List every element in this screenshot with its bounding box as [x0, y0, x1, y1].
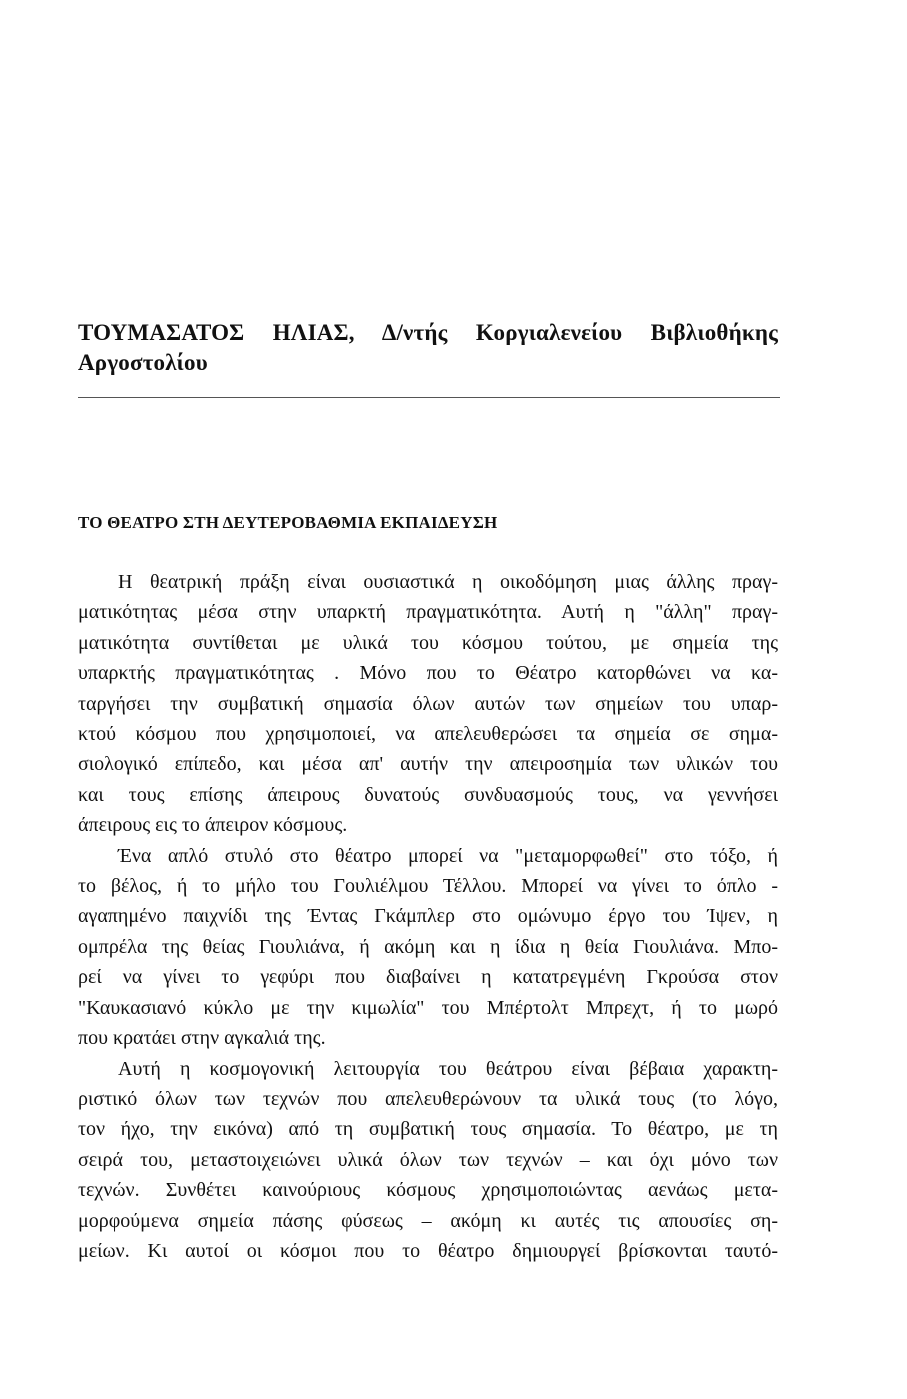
text-line: Ένα απλό στυλό στο θέατρο μπορεί να "μεταμορφωθεί" στο τόξο, ή: [118, 844, 778, 867]
text-line: ματικότητα συντίθεται με υλικά του κόσμου τούτου, με σημεία της: [78, 631, 778, 654]
document-page: [78, 0, 778, 1399]
text-line: ταργήσει την συμβατική σημασία όλων αυτών των σημείων του υπαρ-: [78, 692, 778, 715]
author-line-1: ΤΟΥΜΑΣΑΤΟΣ ΗΛΙΑΣ, Δ/ντής Κοργιαλενείου Βιβλιοθήκης: [78, 320, 778, 345]
text-line: σιολογικό επίπεδο, και μέσα απ' αυτήν την απειροσημία των υλικών του: [78, 753, 778, 776]
text-line: ριστικό όλων των τεχνών που απελευθερώνουν τα υλικά τους (το λόγο,: [78, 1087, 778, 1110]
text-line: που κρατάει στην αγκαλιά της.: [78, 1027, 326, 1050]
paragraph-3: [78, 1054, 778, 1267]
text-line: άπειρους εις το άπειρον κόσμους.: [78, 814, 348, 837]
text-line: "Καυκασιανό κύκλο με την κιμωλία" του Μπέρτολτ Μπρεχτ, ή το μωρό: [78, 996, 778, 1019]
text-line: και τους επίσης άπειρους δυνατούς συνδυασμούς τους, να γεννήσει: [78, 783, 778, 806]
text-line: Η θεατρική πράξη είναι ουσιαστικά η οικοδόμηση μιας άλλης πραγ-: [118, 571, 778, 593]
author-line-2: Αργοστολίου: [78, 350, 208, 375]
text-line: υπαρκτής πραγματικότητας . Μόνο που το Θέατρο κατορθώνει να κα-: [78, 662, 778, 685]
text-line: μείων. Κι αυτοί οι κόσμοι που το θέατρο δημιουργεί βρίσκονται ταυτό-: [78, 1239, 778, 1262]
text-line: σειρά του, μεταστοιχειώνει υλικά όλων των τεχνών – και όχι μόνο των: [78, 1148, 778, 1171]
text-line: τεχνών. Συνθέτει καινούριους κόσμους χρησιμοποιώντας αενάως μετα-: [78, 1179, 778, 1202]
author-heading: [78, 318, 778, 378]
text-line: κτού κόσμου που χρησιμοποιεί, να απελευθερώσει τα σημεία σε σημα-: [78, 723, 778, 746]
section-title: ΤΟ ΘΕΑΤΡΟ ΣΤΗ ΔΕΥΤΕΡΟΒΑΘΜΙΑ ΕΚΠΑΙΔΕΥΣΗ: [78, 513, 498, 532]
text-line: ματικότητας μέσα στην υπαρκτή πραγματικότητα. Αυτή η "άλλη" πραγ-: [78, 601, 778, 624]
text-line: τον ήχο, την εικόνα) από τη συμβατική τους σημασία. Το θέατρο, με τη: [78, 1118, 778, 1141]
text-line: ομπρέλα της θείας Γιουλιάνα, ή ακόμη και η ίδια η θεία Γιουλιάνα. Μπο-: [78, 935, 778, 958]
paragraph-2: [78, 841, 778, 1054]
body-text: [78, 567, 778, 1266]
text-line: ρεί να γίνει το γεφύρι που διαβαίνει η κατατρεγμένη Γκρούσα στον: [78, 966, 778, 989]
text-line: το βέλος, ή το μήλο του Γουλιέλμου Τέλλου. Μπορεί να γίνει το όπλο -: [78, 875, 778, 898]
text-line: Αυτή η κοσμογονική λειτουργία του θεάτρου είναι βέβαια χαρακτη-: [118, 1057, 778, 1080]
text-line: μορφούμενα σημεία πάσης φύσεως – ακόμη κι αυτές τις απουσίες ση-: [78, 1209, 778, 1232]
heading-divider: [78, 397, 780, 398]
paragraph-1: [78, 567, 778, 841]
text-line: αγαπημένο παιχνίδι της Έντας Γκάμπλερ στο ομώνυμο έργο του Ίψεν, η: [78, 905, 778, 928]
